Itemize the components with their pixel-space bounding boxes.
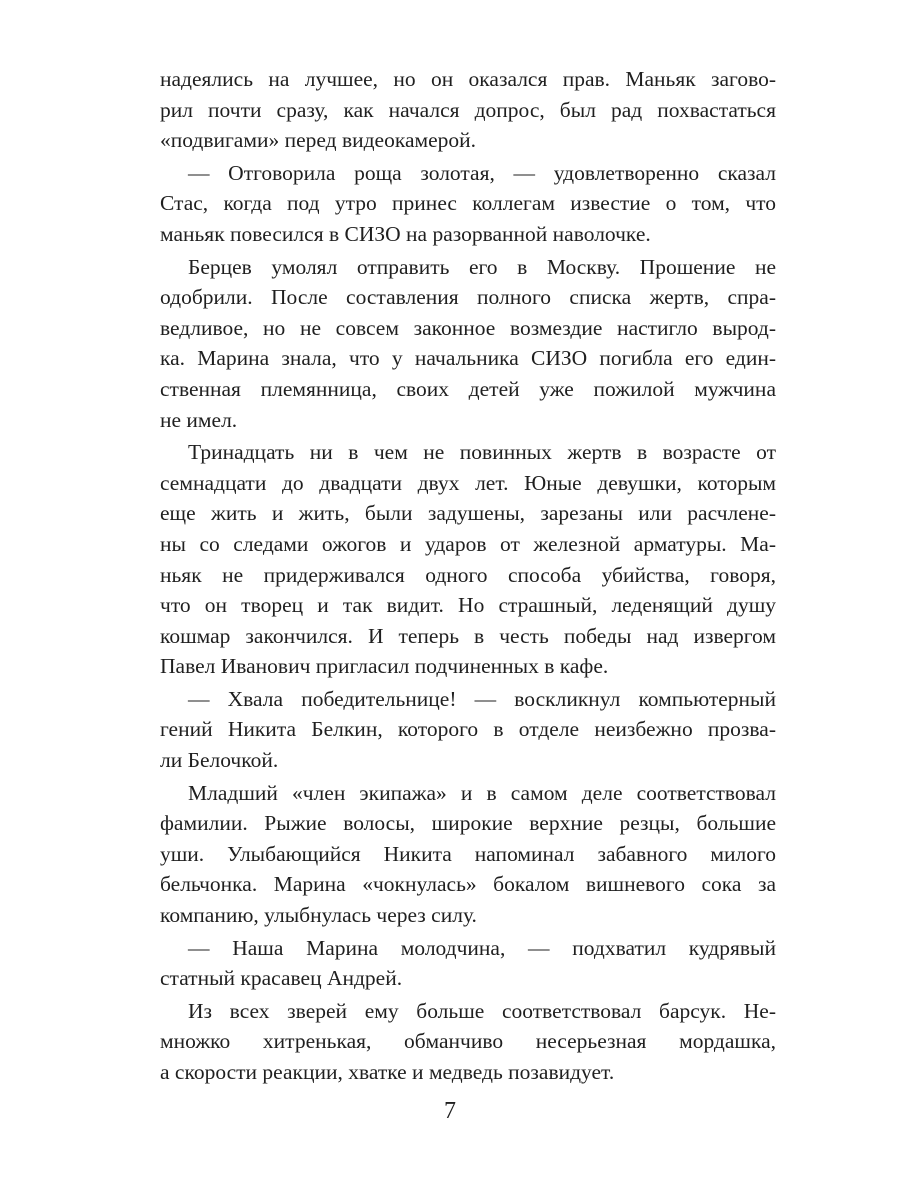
text-line: компанию, улыбнулась через силу. xyxy=(160,903,477,928)
text-line: фамилии. Рыжие волосы, широкие верхние резцы, большие xyxy=(160,811,776,836)
text-line: бельчонка. Марина «чокнулась» бокалом вишневого сока за xyxy=(160,872,776,897)
text-line: ны со следами ожогов и ударов от железной арматуры. Ма- xyxy=(160,531,776,556)
text-line: — Хвала победительнице! — воскликнул компьютерный xyxy=(188,686,776,711)
text-line: ка. Марина знала, что у начальника СИЗО погибла его един- xyxy=(160,346,776,371)
text-line: Павел Иванович пригласил подчиненных в кафе. xyxy=(160,654,609,679)
page-body xyxy=(160,64,776,1088)
page-number: 7 xyxy=(444,1098,456,1124)
text-line: что он творец и так видит. Но страшный, леденящий душу xyxy=(160,593,776,618)
text-line: рил почти сразу, как начался допрос, был рад похвастаться xyxy=(160,97,776,122)
paragraph-6 xyxy=(160,778,776,931)
text-line: кошмар закончился. И теперь в честь победы над извергом xyxy=(160,623,776,648)
text-line: а скорости реакции, хватке и медведь позавидует. xyxy=(160,1060,615,1084)
text-line: уши. Улыбающийся Никита напоминал забавного милого xyxy=(160,841,776,866)
text-line: статный красавец Андрей. xyxy=(160,966,403,991)
text-line: одобрили. После составления полного списка жертв, спра- xyxy=(160,285,776,310)
text-line: ньяк не придерживался одного способа убийства, говоря, xyxy=(160,562,776,587)
text-line: еще жить и жить, были задушены, зарезаны или расчлене- xyxy=(160,501,776,526)
text-line: не имел. xyxy=(160,407,238,432)
text-line: семнадцати до двадцати двух лет. Юные девушки, которым xyxy=(160,470,776,495)
paragraph-8 xyxy=(160,996,776,1088)
text-line: ведливое, но не совсем законное возмездие настигло вырод- xyxy=(160,315,776,340)
text-line: множко хитренькая, обманчиво несерьезная мордашка, xyxy=(160,1029,776,1054)
paragraph-2 xyxy=(160,158,776,250)
text-line: «подвигами» перед видеокамерой. xyxy=(160,128,477,153)
text-line: надеялись на лучшее, но он оказался прав. Маньяк загово- xyxy=(160,67,776,91)
text-line: ли Белочкой. xyxy=(160,748,279,773)
paragraph-1 xyxy=(160,64,776,156)
text-line: — Отговорила роща золотая, — удовлетворенно сказал xyxy=(188,160,776,185)
paragraph-7 xyxy=(160,933,776,994)
text-line: Тринадцать ни в чем не повинных жертв в возрасте от xyxy=(188,440,776,465)
text-line: Берцев умолял отправить его в Москву. Прошение не xyxy=(188,254,776,279)
text-line: ственная племянница, своих детей уже пожилой мужчина xyxy=(160,376,776,401)
paragraph-3 xyxy=(160,252,776,436)
text-line: Из всех зверей ему больше соответствовал барсук. Не- xyxy=(188,998,776,1023)
text-line: маньяк повесился в СИЗО на разорванной наволочке. xyxy=(160,221,651,246)
paragraph-5 xyxy=(160,684,776,776)
text-line: — Наша Марина молодчина, — подхватил кудрявый xyxy=(188,935,776,960)
text-line: Стас, когда под утро принес коллегам известие о том, что xyxy=(160,191,776,216)
text-line: Младший «член экипажа» и в самом деле соответствовал xyxy=(188,780,776,805)
paragraph-4 xyxy=(160,437,776,682)
text-line: гений Никита Белкин, которого в отделе неизбежно прозва- xyxy=(160,717,776,742)
